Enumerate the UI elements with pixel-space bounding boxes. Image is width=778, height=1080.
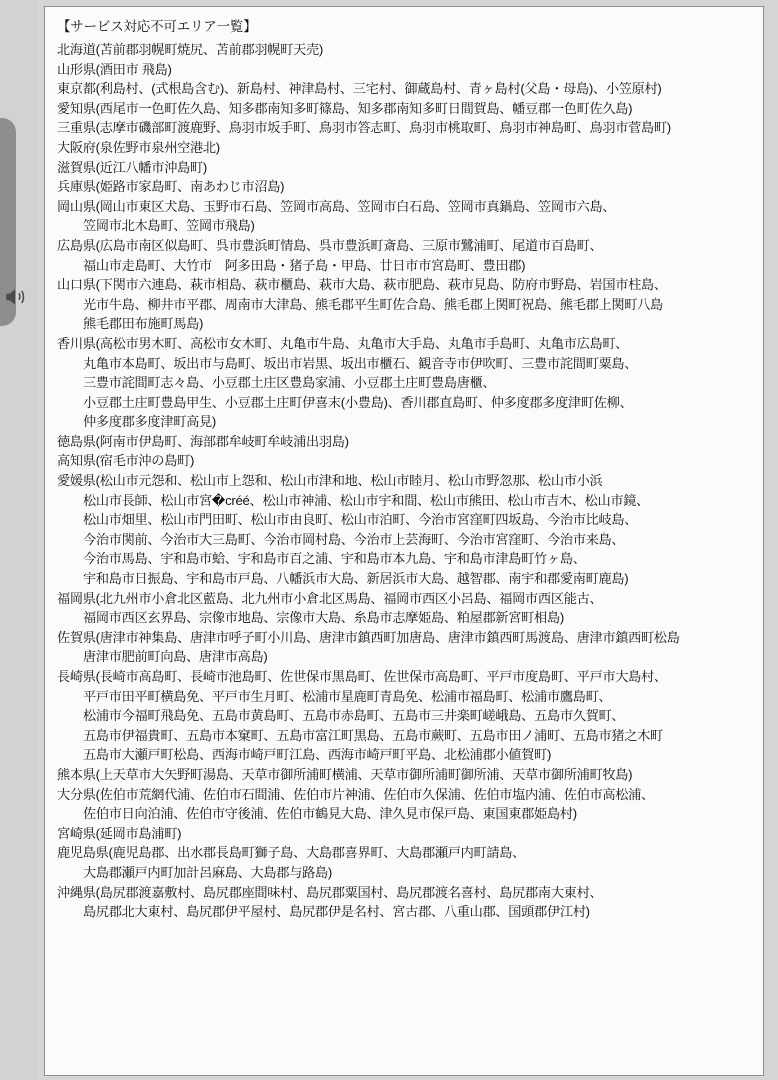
area-entry (57, 177, 751, 197)
area-entry-line: 愛知県(西尾市一色町佐久島、知多郡南知多町篠島、知多郡南知多町日間賀島、幡豆郡一色町佐久島) (57, 100, 633, 116)
area-entry (57, 628, 751, 667)
area-entry (57, 197, 751, 236)
area-entry-line: 熊毛郡田布施町馬島) (83, 316, 204, 332)
area-entry (57, 236, 751, 275)
area-entry-line: 福岡県(北九州市小倉北区藍島、北九州市小倉北区馬島、福岡市西区小呂島、福岡市西区能古、 (57, 590, 603, 606)
area-entry (57, 824, 751, 844)
area-entry-line: 島尻郡北大東村、島尻郡伊平屋村、島尻郡伊是名村、宮古郡、八重山郡、国頭郡伊江村) (83, 904, 590, 920)
area-entry (57, 432, 751, 452)
area-entry-line: 三豊市詫間町志々島、小豆郡土庄区豊島家浦、小豆郡土庄町豊島唐櫃、 (83, 375, 496, 391)
area-entry (57, 883, 751, 922)
area-entry (57, 785, 751, 824)
area-entry-line: 鹿児島県(鹿児島郡、出水郡長島町獅子島、大島郡喜界町、大島郡瀬戸内町請島、 (57, 845, 526, 861)
area-entry-line: 愛媛県(松山市元怨和、松山市上怨和、松山市津和地、松山市睦月、松山市野忽那、松山市小浜 (57, 473, 603, 489)
area-entry (57, 451, 751, 471)
area-entry-line: 大阪府(泉佐野市泉州空港北) (57, 139, 220, 155)
area-entry-line: 沖縄県(島尻郡渡嘉敷村、島尻郡座間味村、島尻郡粟国村、島尻郡渡名喜村、島尻郡南大東村、 (57, 884, 603, 900)
area-entry-line: 長崎県(長崎市高島町、長崎市池島町、佐世保市黒島町、佐世保市高島町、平戸市度島町、平戸市大島村、 (57, 669, 667, 684)
area-entry-line: 松山市長師、松山市宮�créé、松山市神浦、松山市宇和間、松山市熊田、松山市吉木、松山市鏡、 (83, 492, 650, 508)
area-entry (57, 138, 751, 158)
area-entry-line: 仲多度郡多度津町高見) (83, 414, 216, 430)
area-entry-line: 広島県(広島市南区似島町、呉市豊浜町情島、呉市豊浜町斎島、三原市鷺浦町、尾道市百島町、 (57, 237, 603, 253)
area-entry-line: 五島市伊福貴町、五島市本窠町、五島市富江町黒島、五島市蕨町、五島市田ノ浦町、五島市猪之木町 (83, 727, 663, 743)
area-entry-line: 光市牛島、柳井市平郡、周南市大津島、熊毛郡平生町佐合島、熊毛郡上関町祝島、熊毛郡上関町八島 (83, 296, 663, 312)
area-entry-line: 宮崎県(延岡市島浦町) (57, 825, 182, 841)
area-entry-line: 松浦市今福町飛島免、五島市黄島町、五島市赤島町、五島市三井楽町嵯峨島、五島市久賀町、 (83, 708, 625, 724)
area-entry-line: 山形県(酒田市 飛島) (57, 61, 172, 77)
page-title: 【サービス対応不可エリア一覧】 (57, 19, 257, 34)
area-entry (57, 79, 751, 99)
area-entry-line: 徳島県(阿南市伊島町、海部郡牟岐町牟岐浦出羽島) (57, 433, 349, 449)
area-entry-line: 北海道(苫前郡羽幌町焼尻、苫前郡羽幌町天売) (57, 42, 323, 57)
area-entry-line: 松山市畑里、松山市門田町、松山市由良町、松山市泊町、今治市宮窪町四坂島、今治市比岐島、 (83, 512, 638, 528)
area-entry (57, 158, 751, 178)
area-entry-line: 今治市関前、今治市大三島町、今治市岡村島、今治市上芸海町、今治市宮窪町、今治市来島、 (83, 531, 625, 547)
area-entry-line: 佐伯市日向泊浦、佐伯市守後浦、佐伯市鶴見大島、津久見市保戸島、東国東郡姫島村) (83, 806, 577, 822)
area-entry-line: 小豆郡土庄町豊島甲生、小豆郡土庄町伊喜末(小豊島)、香川郡直島町、仲多度郡多度津町佐柳、 (83, 394, 633, 410)
area-entry-line: 大島郡瀬戸内町加計呂麻島、大島郡与路島) (83, 864, 332, 880)
area-entry-line: 宇和島市日振島、宇和島市戸島、八幡浜市大島、新居浜市大島、越智郡、南宇和郡愛南町鹿島) (83, 571, 629, 587)
area-entry-line: 平戸市田平町横島免、平戸市生月町、松浦市星鹿町青島免、松浦市福島町、松浦市鷹島町、 (83, 688, 612, 704)
area-entry (57, 118, 751, 138)
speaker-icon[interactable] (2, 284, 28, 310)
area-list (57, 40, 751, 922)
area-entry-line: 大分県(佐伯市荒網代浦、佐伯市石間浦、佐伯市片神浦、佐伯市久保浦、佐伯市塩内浦、佐伯市高松浦、 (57, 786, 654, 802)
area-entry-line: 岡山県(岡山市東区犬島、玉野市石島、笠岡市高島、笠岡市白石島、笠岡市真鍋島、笠岡市六島、 (57, 198, 616, 214)
area-entry-line: 兵庫県(姫路市家島町、南あわじ市沼島) (57, 179, 285, 195)
area-entry-line: 丸亀市本島町、坂出市与島町、坂出市岩黒、坂出市櫃石、観音寺市伊吹町、三豊市詫間町粟島、 (83, 355, 638, 371)
area-entry (57, 589, 751, 628)
area-entry (57, 99, 751, 119)
area-entry (57, 843, 751, 882)
area-entry-line: 三重県(志摩市磯部町渡鹿野、鳥羽市坂手町、鳥羽市答志町、鳥羽市桃取町、鳥羽市神島町、鳥羽市菅島町) (57, 120, 671, 136)
area-entry-line: 滋賀県(近江八幡市沖島町) (57, 159, 207, 175)
left-gutter (0, 0, 38, 1080)
area-entry (57, 471, 751, 589)
area-entry (57, 40, 751, 60)
area-entry-line: 高知県(宿毛市沖の島町) (57, 453, 195, 469)
area-entry (57, 667, 751, 765)
area-entry-line: 今治市馬島、宇和島市蛤、宇和島市百之浦、宇和島市本九島、宇和島市津島町竹ヶ島、 (83, 551, 586, 567)
area-entry-line: 五島市大瀬戸町松島、西海市崎戸町江島、西海市崎戸町平島、北松浦郡小値賀町) (83, 747, 552, 763)
area-entry (57, 60, 751, 80)
area-entry-line: 唐津市肥前町向島、唐津市高島) (83, 649, 268, 665)
area-entry-line: 福岡市西区玄界島、宗像市地島、宗像市大島、糸島市志摩姫島、粕屋郡新宮町相島) (83, 610, 564, 626)
area-entry-line: 笠岡市北木島町、笠岡市飛島) (83, 218, 255, 234)
area-entry-line: 山口県(下関市六連島、萩市相島、萩市櫃島、萩市大島、萩市肥島、萩市見島、防府市野島、岩国市柱島、 (57, 277, 667, 293)
area-entry (57, 275, 751, 334)
area-entry-line: 佐賀県(唐津市神集島、唐津市呼子町小川島、唐津市鎮西町加唐島、唐津市鎮西町馬渡島、唐津市鎮西町松島 (57, 629, 680, 645)
area-entry-line: 香川県(高松市男木町、高松市女木町、丸亀市牛島、丸亀市大手島、丸亀市手島町、丸亀市広島町、 (57, 335, 629, 351)
area-entry (57, 334, 751, 432)
area-entry (57, 765, 751, 785)
area-entry-line: 福山市走島町、大竹市 阿多田島・猪子島・甲島、廿日市市宮島町、豊田郡) (83, 257, 526, 273)
area-entry-line: 東京都(利島村、(式根島含む)、新島村、神津島村、三宅村、御蔵島村、青ヶ島村(父島・母島)、小笠原村) (57, 81, 662, 97)
document-page (44, 6, 764, 1076)
area-entry-line: 熊本県(上天草市大矢野町湯島、天草市御所浦町横浦、天草市御所浦町御所浦、天草市御所浦町牧島) (57, 766, 633, 782)
